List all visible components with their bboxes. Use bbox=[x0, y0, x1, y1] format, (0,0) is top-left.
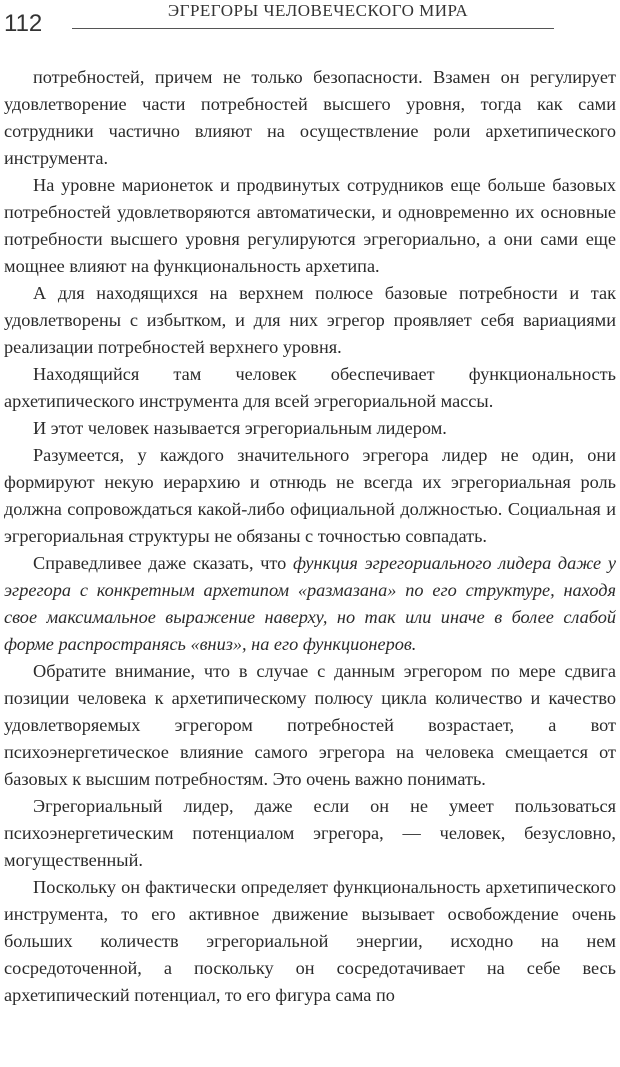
italic-emphasis: функция эгрегориального лидера даже у эгрегора с конкретным архетипом «размазана» по его структуре, находя свое максимальное выражение наверху, но так или иначе в более слабой форме распространясь «вниз», на его функционеров. bbox=[4, 553, 616, 654]
header-rule bbox=[72, 28, 554, 29]
paragraph-with-emphasis bbox=[4, 550, 616, 658]
paragraph: На уровне марионеток и продвинутых сотрудников еще больше базовых потребностей удовлетворяются автоматически, и одновременно их основные потребности высшего уровня регулируются эгрегориально, а они сами еще мощнее влияют на функциональность архетипа. bbox=[4, 175, 616, 276]
running-title: ЭГРЕГОРЫ ЧЕЛОВЕЧЕСКОГО МИРА bbox=[167, 1, 469, 20]
body-text bbox=[4, 64, 616, 1009]
paragraph: Поскольку он фактически определяет функциональность архетипического инструмента, то его активное движение вызывает освобождение очень больших количеств эгрегориальной энергии, исходно на нем сосредоточенной, а поскольку он сосредотачивает на себе весь архетипический потенциал, то его фигура сама по bbox=[4, 877, 616, 1005]
page-header bbox=[0, 0, 620, 46]
paragraph: И этот человек называется эгрегориальным лидером. bbox=[33, 418, 447, 438]
paragraph: Эгрегориальный лидер, даже если он не умеет пользоваться психоэнергетическим потенциалом эгрегора, — человек, безусловно, могущественный. bbox=[4, 796, 616, 870]
paragraph: Разумеется, у каждого значительного эгрегора лидер не один, они формируют некую иерархию и отнюдь не всегда их эгрегориальная роль должна сопровождаться какой-либо официальной должностью. Социальная и эгрегориальная структуры не обязаны с точностью совпадать. bbox=[4, 445, 616, 546]
paragraph: А для находящихся на верхнем полюсе базовые потребности и так удовлетворены с избытком, и для них эгрегор проявляет себя вариациями реализации потребностей верхнего уровня. bbox=[4, 283, 616, 357]
paragraph: Находящийся там человек обеспечивает функциональность архетипического инструмента для всей эгрегориальной массы. bbox=[4, 364, 616, 411]
paragraph: потребностей, причем не только безопасности. Взамен он регулирует удовлетворение части потребностей высшего уровня, тогда как сами сотрудники частично влияют на осуществление роли архетипического инструмента. bbox=[4, 67, 616, 168]
page-number: 112 bbox=[4, 10, 43, 37]
paragraph-lead-text: Справедливее даже сказать, что bbox=[33, 553, 294, 573]
paragraph: Обратите внимание, что в случае с данным эгрегором по мере сдвига позиции человека к архетипическому полюсу цикла количество и качество удовлетворяемых эгрегором потребностей возрастает, а вот психоэнергетическое влияние самого эгрегора на человека смещается от базовых к высшим потребностям. Это очень важно понимать. bbox=[4, 661, 616, 789]
